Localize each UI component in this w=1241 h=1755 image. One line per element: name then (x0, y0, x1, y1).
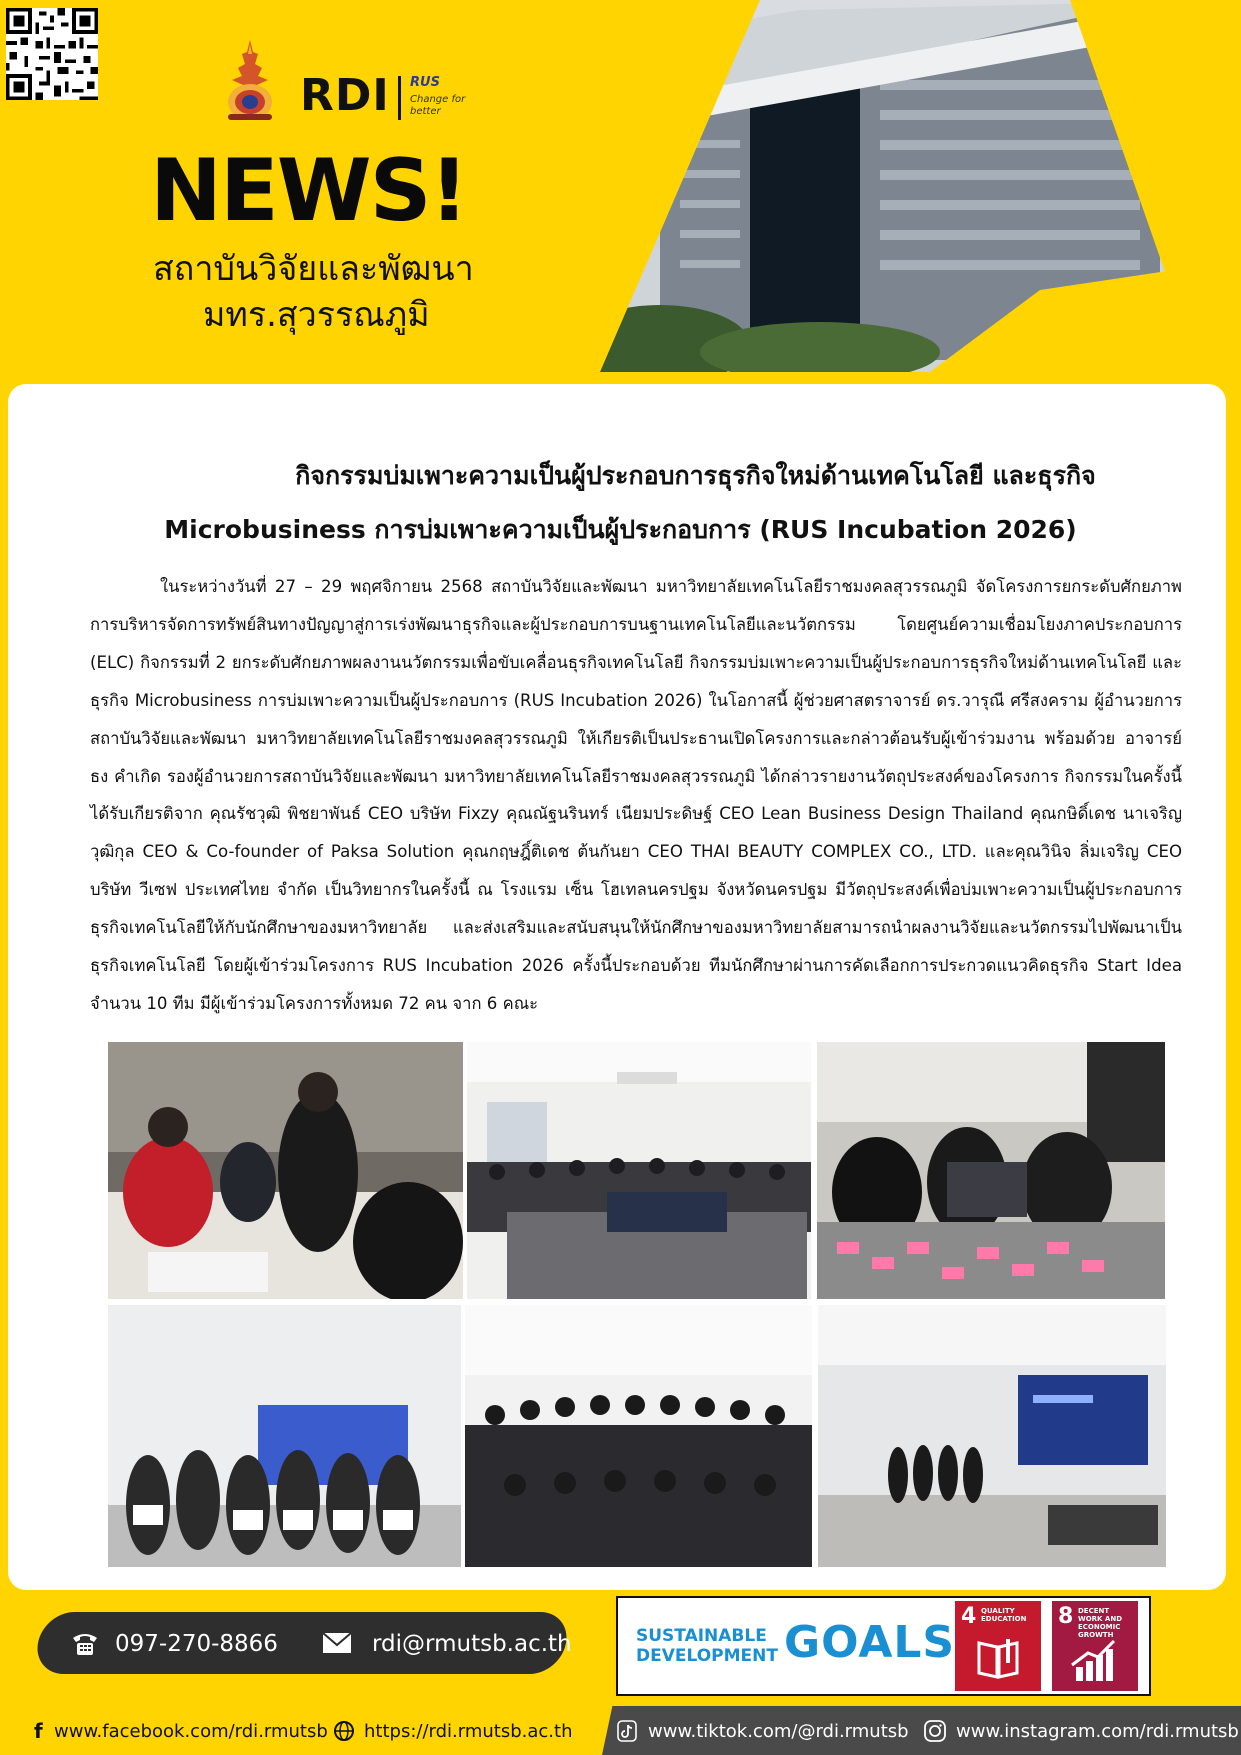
sdg-goal-8-label: DECENT WORK AND ECONOMIC GROWTH (1078, 1607, 1123, 1639)
tiktok-link[interactable]: www.tiktok.com/@rdi.rmutsb (648, 1721, 909, 1742)
globe-icon (333, 1720, 355, 1742)
article-title-line1: กิจกรรมบ่มเพาะความเป็นผู้ประกอบการธุรกิจใหม่ด้านเทคโนโลยี และธุรกิจ (295, 461, 1096, 490)
news-heading: NEWS! (150, 141, 467, 241)
event-photo-presentation (818, 1305, 1166, 1567)
sdg-goal-4-label: QUALITY EDUCATION (981, 1607, 1027, 1623)
sdg-goal-4-tile (955, 1601, 1041, 1691)
website-link[interactable]: https://rdi.rmutsb.ac.th (364, 1721, 573, 1742)
logo-divider (398, 76, 401, 120)
sdg-goal-8-number: 8 (1058, 1604, 1074, 1629)
event-photo-certificates (108, 1305, 461, 1567)
event-photo-group-activity (817, 1042, 1165, 1299)
email-address[interactable]: rdi@rmutsb.ac.th (372, 1631, 572, 1657)
sdg-goals-word: GOALS (784, 1617, 956, 1668)
event-photo-workshop-speaker (108, 1042, 463, 1299)
event-photo-group-picture (465, 1305, 812, 1567)
sdg-goal-4-number: 4 (961, 1604, 977, 1629)
event-photo-hall-audience (467, 1042, 811, 1299)
institute-name-line1: สถาบันวิจัยและพัฒนา (153, 249, 474, 289)
sdg-title-line2: DEVELOPMENT (636, 1646, 778, 1666)
phone-number[interactable]: 097-270-8866 (115, 1631, 278, 1657)
mail-icon (322, 1632, 352, 1654)
sdg-title-line1: SUSTAINABLE (636, 1626, 767, 1646)
header-banner (0, 0, 1241, 372)
instagram-icon (924, 1720, 946, 1742)
phone-icon (70, 1628, 100, 1658)
rus-logo-text: RUS (410, 75, 440, 90)
instagram-link[interactable]: www.instagram.com/rdi.rmutsb (956, 1721, 1239, 1742)
qr-code (6, 8, 98, 100)
growth-chart-icon (1070, 1639, 1120, 1681)
university-crest-icon (222, 40, 278, 122)
tiktok-icon (617, 1720, 637, 1742)
facebook-link[interactable]: www.facebook.com/rdi.rmutsb (54, 1721, 328, 1742)
sdg-goal-8-tile (1052, 1601, 1138, 1691)
article-title-line2: Microbusiness การบ่มเพาะความเป็นผู้ประกอบการ (RUS Incubation 2026) (164, 515, 1077, 544)
rdi-logo-text: RDI (300, 70, 390, 121)
book-icon (975, 1637, 1021, 1681)
article-body: ในระหว่างวันที่ 27 – 29 พฤศจิกายน 2568 สถาบันวิจัยและพัฒนา มหาวิทยาลัยเทคโนโลยีราชมงคลสุวรรณภูมิ จัดโครงการยกระดับศักยภาพการบริหารจัดการทรัพย์สินทางปัญญาสู่การเร่งพัฒนาธุรกิจและผู้ประกอบการบนฐานเทคโนโลยีและนวัตกรรม โดยศูนย์ความเชื่อมโยงภาคประกอบการ (ELC) กิจกรรมที่ 2 ยกระดับศักยภาพผลงานนวัตกรรมเพื่อขับเคลื่อนธุรกิจเทคโนโลยี กิจกรรมบ่มเพาะความเป็นผู้ประกอบการธุรกิจใหม่ด้านเทคโนโลยี และธุรกิจ Microbusiness การบ่มเพาะความเป็นผู้ประกอบการ (RUS Incubation 2026) ในโอกาสนี้ ผู้ช่วยศาสตราจารย์ ดร.วารุณี ศรีสงคราม ผู้อำนวยการสถาบันวิจัยและพัฒนา มหาวิทยาลัยเทคโนโลยีราชมงคลสุวรรณภูมิ ให้เกียรติเป็นประธานเปิดโครงการและกล่าวต้อนรับผู้เข้าร่วมงาน พร้อมด้วย อาจารย์ธง คำเกิด รองผู้อำนวยการสถาบันวิจัยและพัฒนา มหาวิทยาลัยเทคโนโลยีราชมงคลสุวรรณภูมิ ได้กล่าวรายงานวัตถุประสงค์ของโครงการ กิจกรรมในครั้งนี้ ได้รับเกียรติจาก คุณรัชวุฒิ พิชยาพันธ์ CEO บริษัท Fixzy คุณณัฐนรินทร์ เนียมประดิษฐ์ CEO Lean Business Design Thailand คุณกษิดิ์เดช นาเจริญวุฒิกุล CEO & Co-founder of Paksa Solution คุณกฤษฎิ์ติเดช ต้นกันยา CEO THAI BEAUTY COMPLEX CO., LTD. และคุณวินิจ ลิ่มเจริญ CEO บริษัท วีเซฟ ประเทศไทย จำกัด เป็นวิทยากรในครั้งนี้ ณ โรงแรม เซ็น โฮเทลนครปฐม จังหวัดนครปฐม มีวัตถุประสงค์เพื่อบ่มเพาะความเป็นผู้ประกอบการธุรกิจเทคโนโลยีให้กับนักศึกษาของมหาวิทยาลัย และส่งเสริมและสนับสนุนให้นักศึกษาของมหาวิทยาลัยสามารถนำผลงานวิจัยและนวัตกรรมไปพัฒนาเป็นธุรกิจเทคโนโลยี โดยผู้เข้าร่วมโครงการ RUS Incubation 2026 ครั้งนี้ประกอบด้วย ทีมนักศึกษาผ่านการคัดเลือกการประกวดแนวคิดธุรกิจ Start Idea จำนวน 10 ทีม มีผู้เข้าร่วมโครงการทั้งหมด 72 คน จาก 6 คณะ (90, 577, 1182, 1013)
facebook-icon: f (34, 1719, 43, 1743)
logo-tagline: Change for better (410, 94, 466, 117)
institute-name-line2: มทร.สุวรรณภูมิ (203, 295, 430, 335)
